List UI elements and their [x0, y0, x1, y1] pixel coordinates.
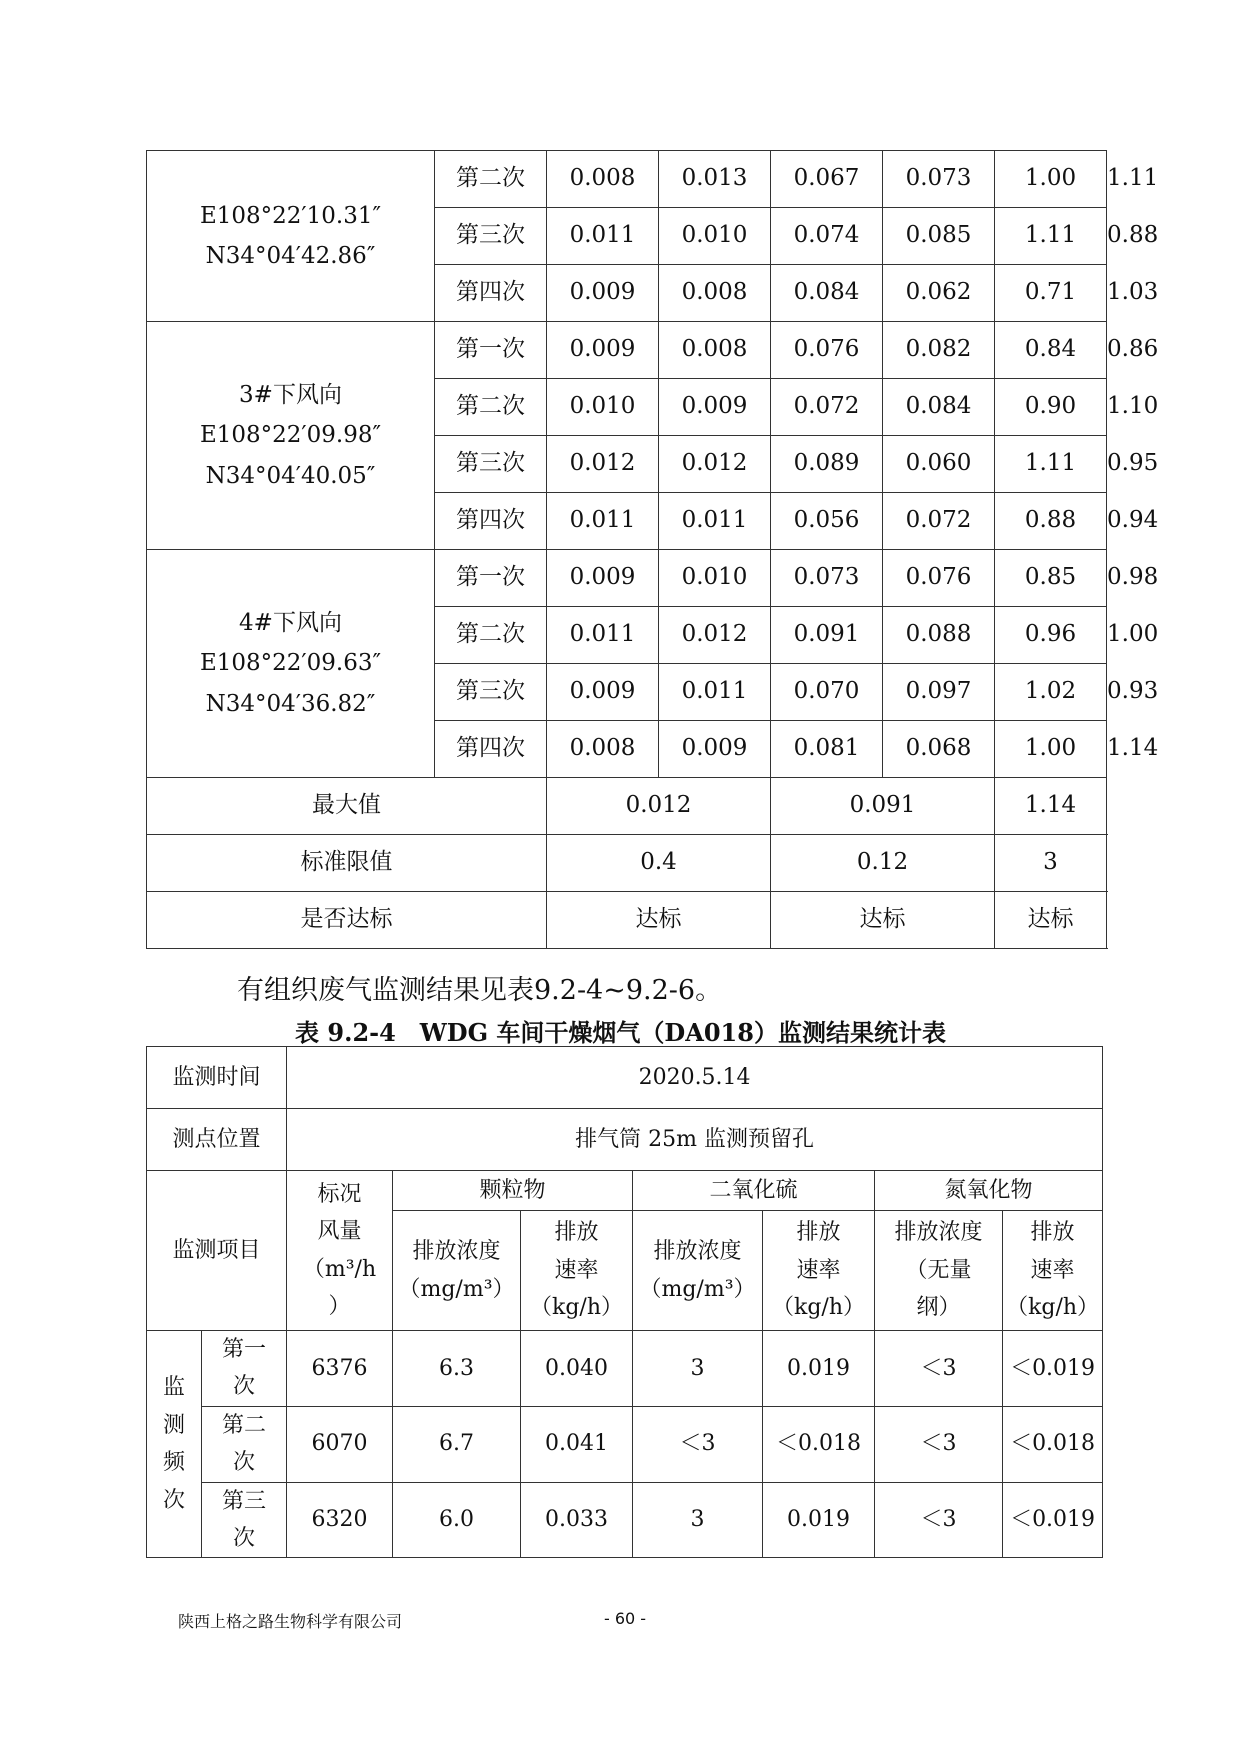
value-cell: 0.019 [763, 1331, 875, 1407]
value-cell: 0.073 [771, 550, 883, 607]
summary-value: 0.091 [771, 778, 995, 835]
value-cell: 0.076 [771, 322, 883, 379]
pollutant-header: 二氧化硫 [633, 1171, 875, 1211]
round-cell: 第四次 [435, 493, 547, 550]
value-cell: 6070 [287, 1406, 393, 1482]
value-cell: 0.008 [659, 322, 771, 379]
round-cell: 第一次 [435, 550, 547, 607]
cell-line: 测 [162, 1412, 185, 1438]
cell-line: （无量 [905, 1257, 972, 1283]
table-row [147, 1331, 1103, 1407]
position-value: 排气筒 25m 监测预留孔 [287, 1109, 1103, 1171]
value-cell: 0.96 [995, 607, 1107, 664]
value-cell: 0.062 [883, 265, 995, 322]
summary-label: 是否达标 [147, 892, 547, 949]
cell-line: E108°22′09.98″ [199, 422, 382, 449]
value-cell: 0.009 [547, 265, 659, 322]
value-cell: 6.0 [393, 1482, 521, 1558]
round-cell: 第三次 [435, 436, 547, 493]
subheader-cell [633, 1211, 763, 1331]
location-cell [147, 550, 435, 778]
pollutant-header: 氮氧化物 [875, 1171, 1103, 1211]
round-cell: 第一次 [435, 322, 547, 379]
value-cell: 1.02 [995, 664, 1107, 721]
summary-value: 达标 [771, 892, 995, 949]
cell-line: 标况 [317, 1181, 362, 1207]
intro-paragraph: 有组织废气监测结果见表9.2-4~9.2-6。 [237, 975, 723, 1006]
table-row: E108°22′10.31″ N34°04′42.86″ 第二次 0.008 0.013 0.067 0.073 1.00 1.11 [147, 151, 1107, 208]
round-cell: 第二次 [435, 151, 547, 208]
cell-line: 排放 [796, 1220, 841, 1246]
cell-line: N34°04′42.86″ [205, 243, 376, 269]
round-cell: 第四次 [435, 265, 547, 322]
cell-line: 监 [162, 1375, 185, 1401]
value-cell: 0.013 [659, 151, 771, 208]
cell-line: ） [328, 1293, 351, 1319]
subheader-cell [521, 1211, 633, 1331]
value-cell: 0.084 [771, 265, 883, 322]
value-cell: 0.085 [883, 208, 995, 265]
summary-value: 达标 [995, 892, 1107, 949]
value-cell: 0.011 [547, 208, 659, 265]
flow-header [287, 1171, 393, 1331]
cell-line: 排放浓度 [653, 1239, 742, 1265]
value-cell: 0.011 [659, 493, 771, 550]
value-cell: 0.010 [547, 379, 659, 436]
value-cell: 0.084 [883, 379, 995, 436]
cell-line: （kg/h） [772, 1295, 866, 1321]
position-label: 测点位置 [147, 1109, 287, 1171]
value-cell: 0.010 [659, 208, 771, 265]
location-cell [147, 151, 435, 322]
cell-line: 频 [162, 1450, 185, 1476]
value-cell: 1.00 [995, 721, 1107, 778]
value-cell: 0.089 [771, 436, 883, 493]
cell-line: N34°04′36.82″ [205, 690, 376, 717]
subheader-cell [1003, 1211, 1103, 1331]
value-cell: 0.067 [771, 151, 883, 208]
summary-value: 达标 [547, 892, 771, 949]
value-cell: 0.076 [883, 550, 995, 607]
value-cell: ＜0.018 [763, 1406, 875, 1482]
value-cell: ＜0.018 [1003, 1406, 1103, 1482]
footer-company: 陕西上格之路生物科学有限公司 [178, 1612, 403, 1631]
summary-value: 0.4 [547, 835, 771, 892]
value-cell: 0.90 [995, 379, 1107, 436]
page-number: - 60 - [604, 1609, 647, 1628]
round-cell: 第二次 [435, 607, 547, 664]
value-cell: 0.072 [883, 493, 995, 550]
value-cell: 6320 [287, 1482, 393, 1558]
cell-line: 排放 [1030, 1220, 1075, 1246]
summary-row [147, 778, 1107, 835]
value-cell: 0.097 [883, 664, 995, 721]
pollutant-header: 颗粒物 [393, 1171, 633, 1211]
value-cell: 0.056 [771, 493, 883, 550]
cell-line: 3#下风向 [239, 382, 342, 409]
value-cell: 0.060 [883, 436, 995, 493]
value-cell: 1.00 [995, 151, 1107, 208]
value-cell: 0.011 [547, 607, 659, 664]
value-cell: 3 [633, 1482, 763, 1558]
value-cell: 0.072 [771, 379, 883, 436]
cell-line: 次 [162, 1487, 185, 1513]
value-cell: 0.081 [771, 721, 883, 778]
summary-label: 标准限值 [147, 835, 547, 892]
summary-row [147, 892, 1107, 949]
subheader-cell [393, 1211, 521, 1331]
value-cell: 0.019 [763, 1482, 875, 1558]
value-cell: 0.040 [521, 1331, 633, 1407]
round-cell [202, 1482, 287, 1558]
summary-row [147, 835, 1107, 892]
cell-line: （mg/m³） [639, 1276, 756, 1302]
value-cell: 0.009 [659, 379, 771, 436]
value-cell: 1.11 [995, 208, 1107, 265]
time-value: 2020.5.14 [287, 1047, 1103, 1109]
cell-line: 速率 [796, 1257, 841, 1283]
value-cell: 0.84 [995, 322, 1107, 379]
subheader-cell [875, 1211, 1003, 1331]
cell-line: N34°04′40.05″ [205, 462, 376, 489]
value-cell: 0.070 [771, 664, 883, 721]
table-row: 第三次 0.011 0.010 0.074 0.085 1.11 0.88 [147, 208, 1107, 265]
cell-line: 速率 [1030, 1257, 1075, 1283]
table-row: 4#下风向 E108°22′09.63″ N34°04′36.82″ 第一次 0.009 0.010 0.073 0.076 0.85 0.98 [147, 550, 1107, 607]
cell-line: 速率 [554, 1257, 599, 1283]
value-cell: 0.068 [883, 721, 995, 778]
cell-line: 4#下风向 [239, 610, 342, 637]
stack-emission-table [146, 1046, 1103, 1558]
cell-line: E108°22′09.63″ [199, 650, 382, 677]
value-cell: 0.71 [995, 265, 1107, 322]
table-row: 第四次 0.008 0.009 0.081 0.068 1.00 1.14 [147, 721, 1107, 778]
cell-line: 风量 [317, 1219, 362, 1245]
value-cell: 0.008 [547, 721, 659, 778]
table-row: 第二次 0.011 0.012 0.091 0.088 0.96 1.00 [147, 607, 1107, 664]
table-row: 第四次 0.011 0.011 0.056 0.072 0.88 0.94 [147, 493, 1107, 550]
value-cell: 0.091 [771, 607, 883, 664]
subheader-cell [763, 1211, 875, 1331]
table-caption: 表 9.2-4 WDG 车间干燥烟气（DA018）监测结果统计表 [295, 1018, 946, 1047]
value-cell: 0.074 [771, 208, 883, 265]
value-cell: 0.082 [883, 322, 995, 379]
round-cell [202, 1406, 287, 1482]
value-cell: 0.011 [547, 493, 659, 550]
table-row [147, 1482, 1103, 1558]
value-cell: ＜0.019 [1003, 1331, 1103, 1407]
value-cell: ＜3 [633, 1406, 763, 1482]
cell-line: （m³/h [302, 1256, 377, 1282]
cell-line: E108°22′10.31″ [199, 202, 382, 229]
value-cell: 0.85 [995, 550, 1107, 607]
value-cell: ＜3 [875, 1406, 1003, 1482]
cell-line: 第三 [222, 1488, 267, 1514]
value-cell: ＜3 [875, 1482, 1003, 1558]
value-cell: ＜3 [875, 1331, 1003, 1407]
cell-line: 排放浓度 [412, 1239, 501, 1265]
value-cell: 0.010 [659, 550, 771, 607]
value-cell: 0.008 [547, 151, 659, 208]
round-cell: 第四次 [435, 721, 547, 778]
cell-line: 排放 [554, 1220, 599, 1246]
value-cell: 0.012 [659, 436, 771, 493]
time-label: 监测时间 [147, 1047, 287, 1109]
value-cell: 0.012 [547, 436, 659, 493]
value-cell: 0.009 [659, 721, 771, 778]
upwind-downwind-monitoring-table [146, 150, 1159, 949]
summary-value: 0.012 [547, 778, 771, 835]
cell-line: 第二 [222, 1412, 267, 1438]
item-label: 监测项目 [147, 1171, 287, 1331]
value-cell: 0.009 [547, 664, 659, 721]
table-row: 第三次 0.012 0.012 0.089 0.060 1.11 0.95 [147, 436, 1107, 493]
value-cell: 0.008 [659, 265, 771, 322]
cell-line: （kg/h） [530, 1295, 624, 1321]
round-cell: 第二次 [435, 379, 547, 436]
frequency-label [147, 1331, 202, 1558]
table-row: 第二次 0.010 0.009 0.072 0.084 0.90 1.10 [147, 379, 1107, 436]
cell-line: 纲） [916, 1295, 961, 1321]
cell-line: 排放浓度 [894, 1220, 983, 1246]
value-cell: 0.073 [883, 151, 995, 208]
cell-line: （mg/m³） [398, 1276, 515, 1302]
value-cell: 0.88 [995, 493, 1107, 550]
cell-line: 次 [233, 1374, 256, 1400]
round-cell: 第三次 [435, 208, 547, 265]
value-cell: 1.11 [995, 436, 1107, 493]
value-cell: 0.033 [521, 1482, 633, 1558]
round-cell: 第三次 [435, 664, 547, 721]
value-cell: 0.088 [883, 607, 995, 664]
table-row [147, 1406, 1103, 1482]
value-cell: 0.009 [547, 322, 659, 379]
value-cell: 0.011 [659, 664, 771, 721]
value-cell: 6.3 [393, 1331, 521, 1407]
value-cell: 0.012 [659, 607, 771, 664]
value-cell: ＜0.019 [1003, 1482, 1103, 1558]
table-row: 第四次 0.009 0.008 0.084 0.062 0.71 1.03 [147, 265, 1107, 322]
round-cell [202, 1331, 287, 1407]
table-row: 3#下风向 E108°22′09.98″ N34°04′40.05″ 第一次 0.009 0.008 0.076 0.082 0.84 0.86 [147, 322, 1107, 379]
summary-value: 0.12 [771, 835, 995, 892]
value-cell: 0.009 [547, 550, 659, 607]
value-cell: 3 [633, 1331, 763, 1407]
summary-label: 最大值 [147, 778, 547, 835]
value-cell: 6.7 [393, 1406, 521, 1482]
cell-line: 次 [233, 1450, 256, 1476]
cell-line: （kg/h） [1006, 1295, 1100, 1321]
value-cell: 6376 [287, 1331, 393, 1407]
location-cell [147, 322, 435, 550]
cell-line: 次 [233, 1525, 256, 1551]
summary-value: 3 [995, 835, 1107, 892]
value-cell: 0.041 [521, 1406, 633, 1482]
cell-line: 第一 [222, 1337, 267, 1362]
summary-value: 1.14 [995, 778, 1107, 835]
table-row: 第三次 0.009 0.011 0.070 0.097 1.02 0.93 [147, 664, 1107, 721]
